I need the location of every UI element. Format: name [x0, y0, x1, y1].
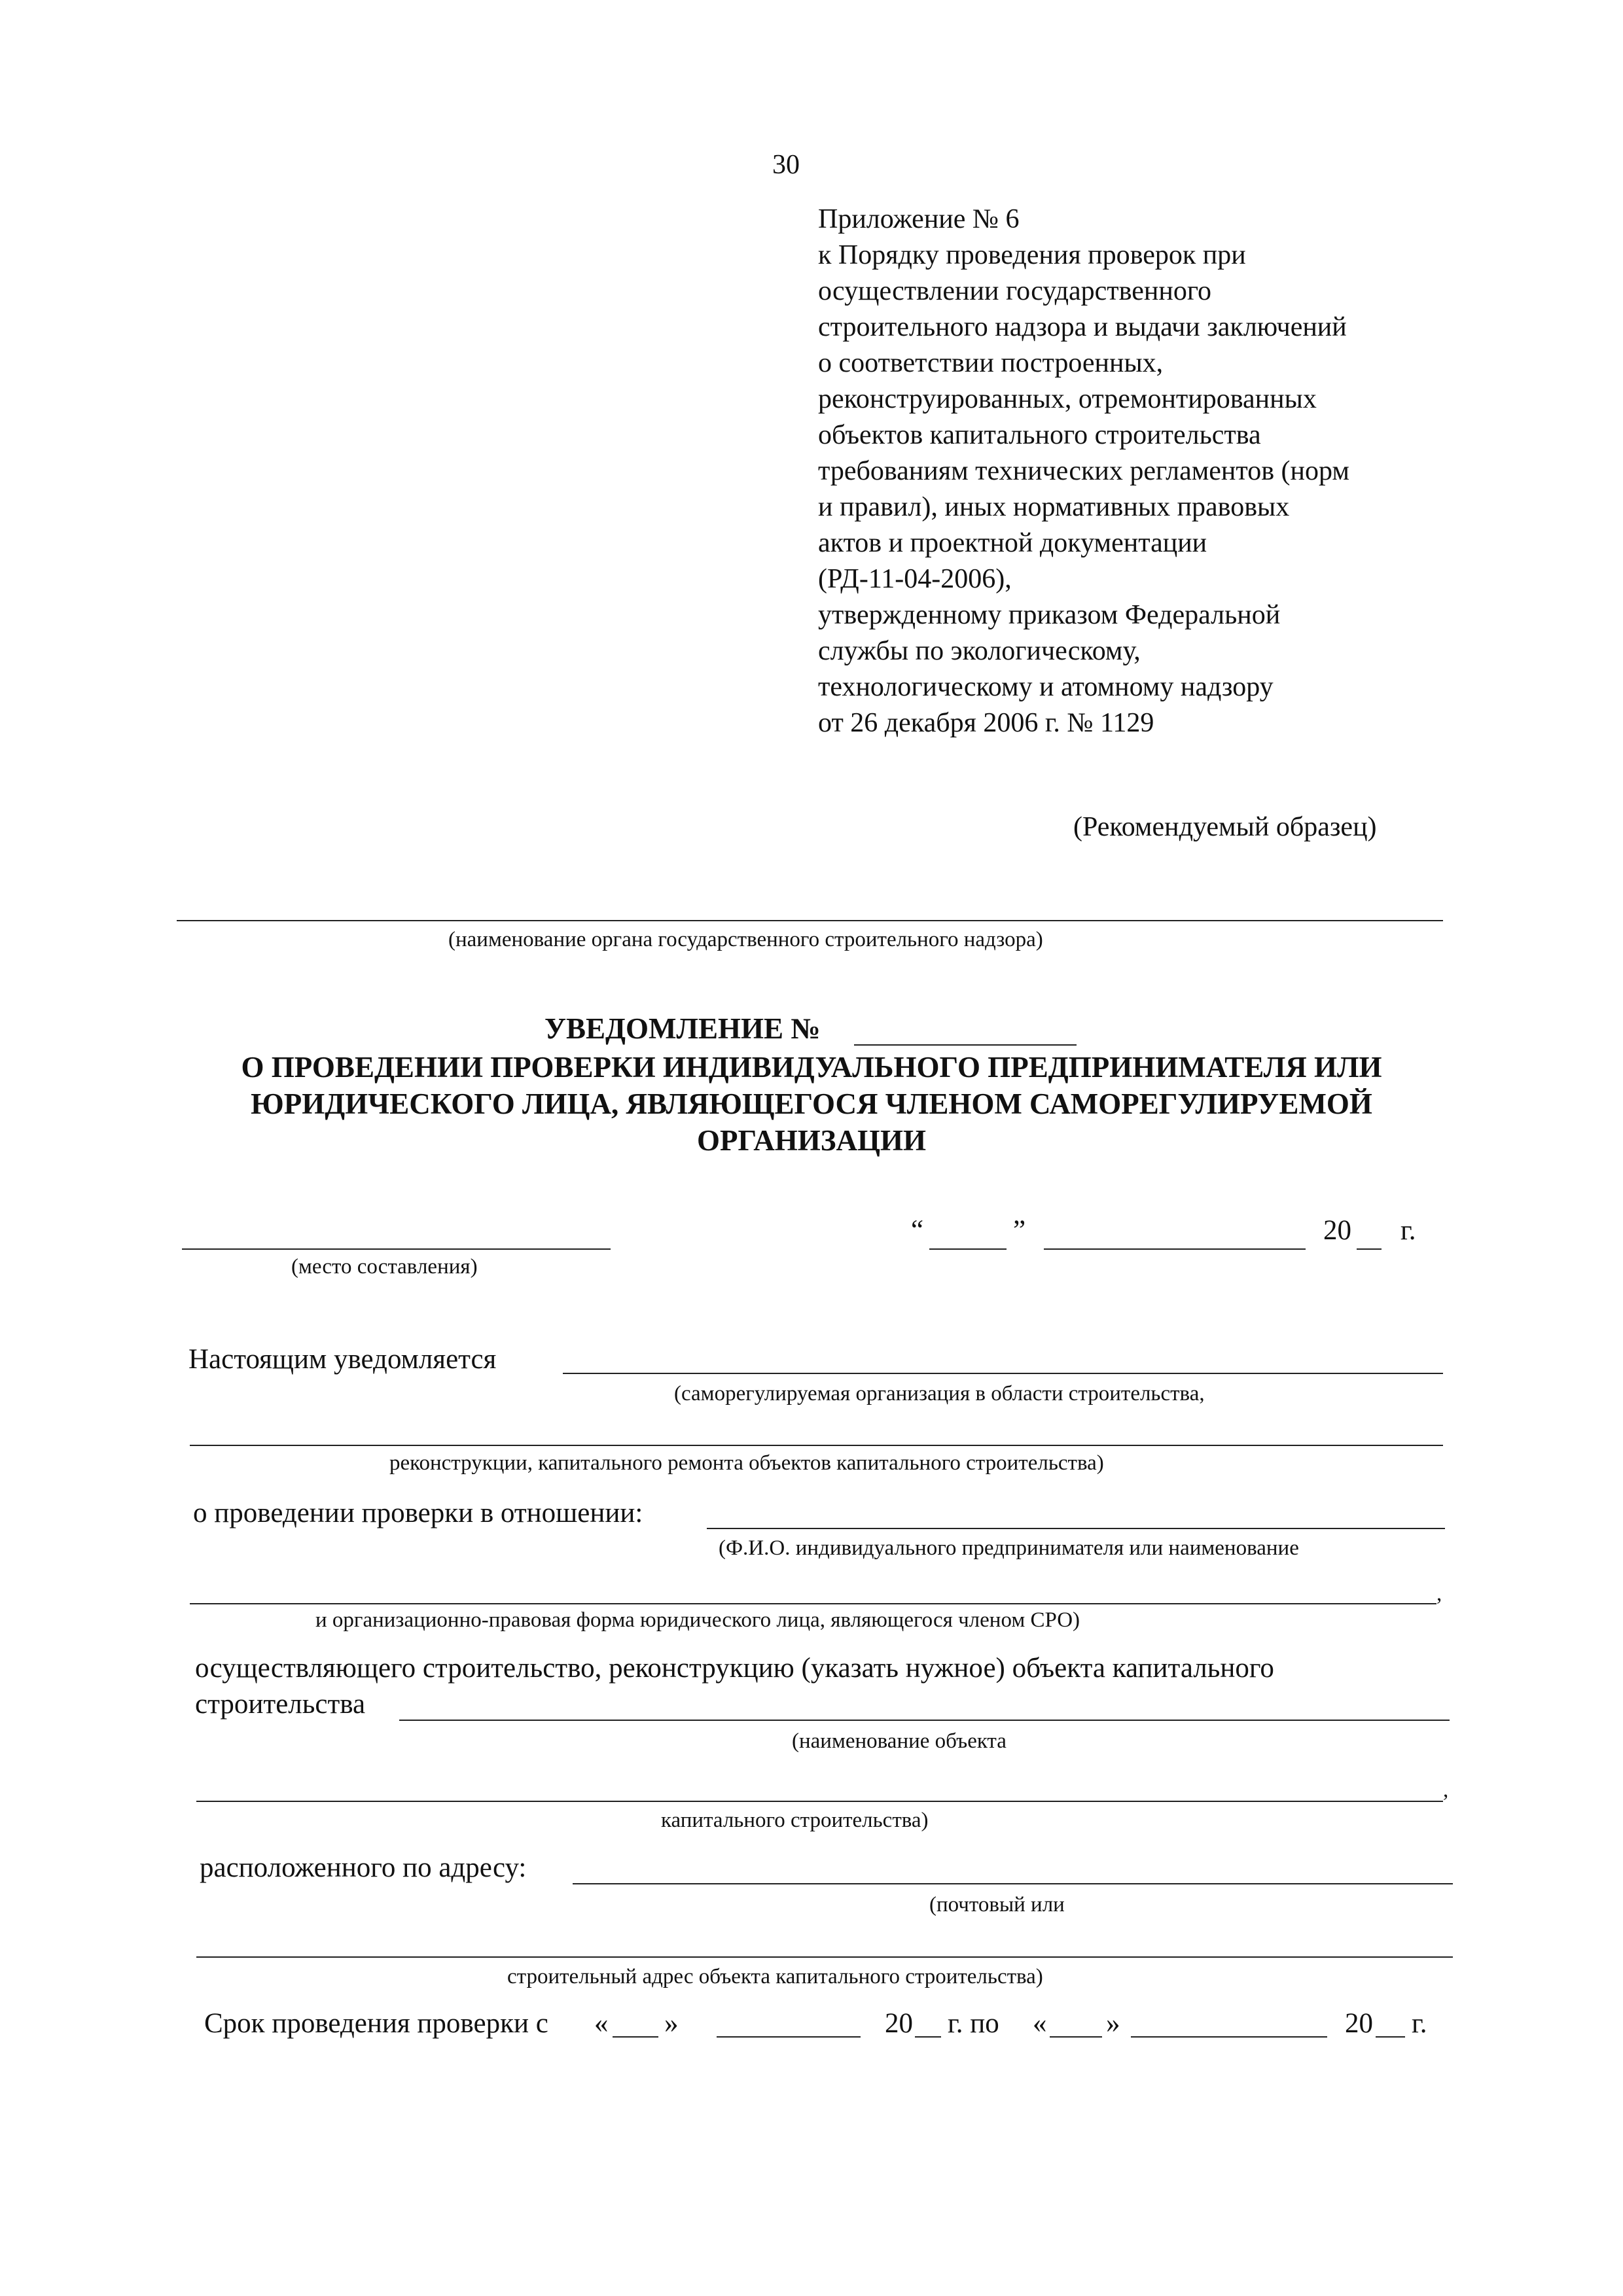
sro-caption-2: реконструкции, капитального ремонта объектов капитального строительства) — [389, 1451, 1104, 1475]
object-caption-1: (наименование объекта — [792, 1729, 1007, 1753]
period-left-quote-1: « — [594, 2008, 609, 2039]
period-year-1: 20 — [885, 2008, 913, 2039]
object-name-line[interactable] — [399, 1720, 1450, 1721]
address-line[interactable] — [573, 1883, 1453, 1884]
appendix-line: осуществлении государственного — [818, 276, 1212, 306]
appendix-line: о соответствии построенных, — [818, 348, 1164, 378]
appendix-header — [818, 202, 1349, 741]
person-name-line[interactable] — [707, 1528, 1445, 1529]
appendix-line: утвержденному приказом Федеральной — [818, 600, 1281, 630]
appendix-line: к Порядку проведения проверок при — [818, 240, 1246, 270]
period-label: Срок проведения проверки с — [204, 2008, 548, 2039]
date-year-suffix: г. — [1400, 1215, 1416, 1246]
place-caption: (место составления) — [291, 1255, 478, 1279]
comma-1: , — [1436, 1582, 1442, 1606]
appendix-line: технологическому и атомному надзору — [818, 672, 1274, 702]
appendix-line: и правил), иных нормативных правовых — [818, 492, 1290, 522]
object-name-line-2[interactable] — [196, 1801, 1443, 1802]
period-start-month-line[interactable] — [717, 2036, 861, 2038]
appendix-line: службы по экологическому, — [818, 636, 1141, 666]
date-close-quote: ” — [1013, 1215, 1026, 1246]
period-start-year-line[interactable] — [915, 2036, 941, 2038]
period-right-quote-2: » — [1106, 2008, 1120, 2039]
date-month-line[interactable] — [1044, 1248, 1306, 1250]
notice-title: УВЕДОМЛЕНИЕ № — [544, 1012, 821, 1045]
period-left-quote-2: « — [1033, 2008, 1047, 2039]
sro-name-line-2[interactable] — [190, 1445, 1443, 1446]
period-start-day-line[interactable] — [613, 2036, 658, 2038]
notice-number-line[interactable] — [854, 1044, 1077, 1046]
person-name-line-2[interactable] — [190, 1603, 1436, 1604]
date-day-line[interactable] — [929, 1248, 1007, 1250]
authority-name-line[interactable] — [177, 920, 1443, 921]
appendix-line: требованиям технических регламентов (норм — [818, 456, 1349, 486]
date-year-line[interactable] — [1357, 1248, 1382, 1250]
notice-subtitle-3: ОРГАНИЗАЦИИ — [697, 1124, 926, 1157]
sro-caption-1: (саморегулируемая организация в области строительства, — [674, 1382, 1205, 1405]
comma-2: , — [1443, 1778, 1449, 1802]
appendix-line: объектов капитального строительства — [818, 420, 1261, 450]
sample-note: (Рекомендуемый образец) — [1073, 812, 1377, 842]
address-caption-1: (почтовый или — [929, 1893, 1065, 1916]
construction-label: строительства — [195, 1689, 366, 1720]
address-caption-2: строительный адрес объекта капитального строительства) — [507, 1965, 1043, 1988]
appendix-line: реконструированных, отремонтированных — [818, 384, 1317, 414]
address-line-2[interactable] — [196, 1956, 1453, 1958]
period-suffix: г. — [1412, 2008, 1427, 2039]
date-open-quote: “ — [911, 1215, 924, 1246]
period-end-month-line[interactable] — [1131, 2036, 1327, 2038]
appendix-line: Приложение № 6 — [818, 204, 1020, 234]
notice-subtitle-1: О ПРОВЕДЕНИИ ПРОВЕРКИ ИНДИВИДУАЛЬНОГО ПРЕДПРИНИМАТЕЛЯ ИЛИ — [241, 1051, 1382, 1084]
page-number: 30 — [772, 150, 800, 180]
period-end-year-line[interactable] — [1376, 2036, 1405, 2038]
construction-line: осуществляющего строительство, реконструкцию (указать нужное) объекта капитального — [195, 1653, 1274, 1684]
date-year-prefix: 20 — [1323, 1215, 1351, 1246]
notice-subtitle-2: ЮРИДИЧЕСКОГО ЛИЦА, ЯВЛЯЮЩЕГОСЯ ЧЛЕНОМ САМОРЕГУЛИРУЕМОЙ — [251, 1087, 1372, 1120]
person-caption-1: (Ф.И.О. индивидуального предпринимателя или наименование — [719, 1536, 1299, 1560]
object-caption-2: капитального строительства) — [661, 1809, 929, 1832]
place-line[interactable] — [182, 1248, 611, 1250]
period-right-quote-1: » — [664, 2008, 679, 2039]
appendix-line: от 26 декабря 2006 г. № 1129 — [818, 708, 1154, 738]
inspection-label: о проведении проверки в отношении: — [193, 1498, 643, 1528]
appendix-line: (РД-11-04-2006), — [818, 564, 1012, 594]
period-end-day-line[interactable] — [1050, 2036, 1102, 2038]
sro-name-line[interactable] — [563, 1373, 1443, 1374]
authority-caption: (наименование органа государственного строительного надзора) — [448, 928, 1043, 951]
appendix-line: актов и проектной документации — [818, 528, 1207, 558]
address-label: расположенного по адресу: — [200, 1852, 527, 1883]
period-year-2: 20 — [1345, 2008, 1373, 2039]
period-mid: г. по — [948, 2008, 999, 2039]
notify-label: Настоящим уведомляется — [188, 1344, 497, 1375]
person-caption-2: и организационно-правовая форма юридического лица, являющегося членом СРО) — [315, 1608, 1080, 1632]
appendix-line: строительного надзора и выдачи заключений — [818, 312, 1347, 342]
